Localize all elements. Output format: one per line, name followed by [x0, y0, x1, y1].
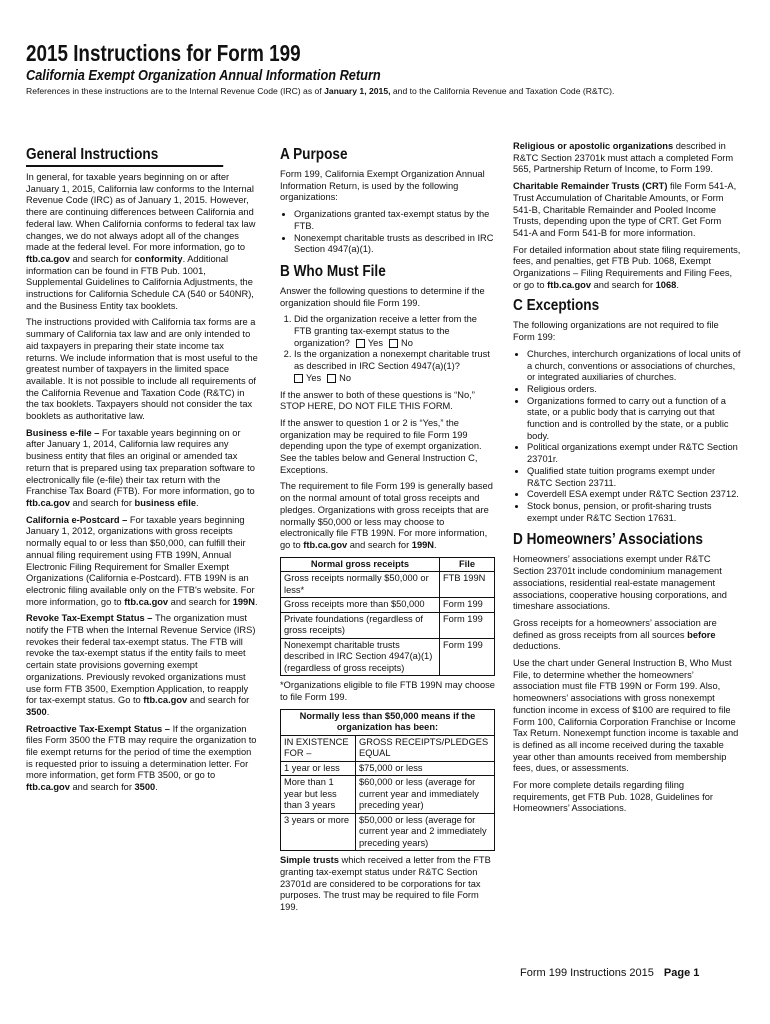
homeowners-paragraph-2: Gross receipts for a homeowners’ association are defined as gross receipts from all sources before deductions. [513, 617, 717, 652]
general-instructions-heading: General Instructions [26, 145, 223, 167]
table-cell: Private foundations (regardless of gross receipts) [281, 612, 440, 638]
gross-receipts-table [280, 557, 495, 677]
table-row [281, 572, 495, 598]
table-cell: More than 1 year but less than 3 years [281, 776, 356, 814]
table-header: Normal gross receipts [281, 557, 440, 572]
exceptions-list [513, 349, 741, 525]
page-footer [520, 967, 699, 979]
purpose-heading: A Purpose [280, 146, 348, 163]
question-1-yes-checkbox[interactable] [356, 339, 365, 348]
list-item: • Organizations granted tax-exempt status by the FTB. [294, 209, 495, 232]
question-1-no-checkbox[interactable] [389, 339, 398, 348]
table-cell: 3 years or more [281, 813, 356, 851]
question-1: 1. Did the organization receive a letter from the FTB granting tax-exempt status to the organization? Yes No [294, 314, 495, 349]
table-cell: 1 year or less [281, 761, 356, 776]
list-item: • Political organizations exempt under R&TC Section 23701r. [527, 442, 741, 465]
table-header: File [440, 557, 495, 572]
column-exceptions-homeowners [513, 141, 741, 820]
requirement-paragraph: The requirement to file Form 199 is generally based on the normal amount of total gross receipts and pledges. Organizations with gross receipts that are normally $50,000 or less may choose to electronically file FTB 199N. For more information, go to ftb.ca.gov and search for 199N. [280, 481, 493, 550]
detailed-info-paragraph: For detailed information about state filing requirements, fees, and penalties, get FTB Pub. 1068, Exempt Organizations – Filing Requirements and Filing Fees, or go to ftb.ca.gov and search for 1068. [513, 244, 741, 290]
list-item: • Qualified state tuition programs exempt under R&TC Section 23711. [527, 466, 741, 489]
list-item: • Organizations formed to carry out a function of a state, or a public body that is carrying out that function and is controlled by the state, or a public body. [527, 396, 741, 443]
question-2-no-checkbox[interactable] [327, 374, 336, 383]
table-cell: $60,000 or less (average for current year and immediately preceding year) [356, 776, 495, 814]
table-title: Normally less than $50,000 means if the organization has been: [281, 709, 495, 735]
homeowners-heading: D Homeowners’ Associations [513, 531, 703, 549]
list-item: • Nonexempt charitable trusts as described in IRC Section 4947(a)(1). [294, 233, 495, 256]
list-item: • Coverdell ESA exempt under R&TC Section 23712. [527, 489, 741, 501]
business-efile-paragraph: Business e-file – For taxable years beginning on or after January 1, 2014, California law requires any business entity that files an original or amended tax return that is prepared using tax preparation software to electronically file (e-file) their tax return with the Franchise Tax Board (FTB). For more information, go to ftb.ca.gov and search for business efile. [26, 427, 255, 508]
homeowners-paragraph-1: Homeowners’ associations exempt under R&TC Section 23701t include condominium management associations, residential real-estate management associations, cooperative housing corporations, and timeshare associations. [513, 554, 727, 612]
table-cell: Form 199 [440, 598, 495, 613]
purpose-list [280, 209, 495, 256]
exceptions-heading: C Exceptions [513, 297, 600, 315]
revoke-status-paragraph: Revoke Tax-Exempt Status – The organization must notify the FTB when the Internal Revenue Service (IRS) revokes their federal tax-exempt status. The FTB will revoke the tax-exempt status if the entity fails to meet certain state provisions governing exempt organizations. Previously revoked organizations must use form FTB 3500, Exemption Application, to reapply for tax-exempt status. Go to ftb.ca.gov and search for 3500. [26, 613, 256, 717]
table-title-row [281, 709, 495, 735]
page-title: 2015 Instructions for Form 199 [26, 40, 301, 66]
table-cell: Gross receipts more than $50,000 [281, 598, 440, 613]
column-purpose-who-must-file [280, 145, 495, 919]
epostcard-paragraph: California e-Postcard – For taxable years beginning January 1, 2012, organizations with gross receipts normally equal to or less than $50,000, can fulfill their annual filing requirement using FTB 199N, Annual Electronic Filing Requirement for Smaller Exempt Organizations (California e-Postcard). FTB 199N is an electronic filing available only on the FTB's website. For more information, go to ftb.ca.gov and search for 199N. [26, 514, 258, 607]
eligibility-note: *Organizations eligible to file FTB 199N may choose to file Form 199. [280, 680, 495, 702]
table-header: GROSS RECEIPTS/PLEDGES EQUAL [356, 735, 495, 761]
question-2: 2. Is the organization a nonexempt charitable trust as described in IRC Section 4947(a)(1)? Yes No [294, 349, 495, 384]
list-item: • Churches, interchurch organizations of local units of a church, conventions or associations of churches, or integrated auxiliaries of churches. [527, 349, 741, 384]
table-header-row [281, 557, 495, 572]
page-subtitle: California Exempt Organization Annual Information Return [26, 68, 381, 84]
religious-orgs-paragraph: Religious or apostolic organizations described in R&TC Section 23701k must attach a completed Form 565, Partnership Return of Income, to Form 199. [513, 141, 734, 175]
table-row [281, 776, 495, 814]
existence-table [280, 709, 495, 852]
table-header: IN EXISTENCE FOR – [281, 735, 356, 761]
table-cell: $75,000 or less [356, 761, 495, 776]
references-note: References in these instructions are to the Internal Revenue Code (IRC) as of January 1, 2015, and to the California Revenue and Taxation Code (R&TC). [26, 86, 615, 96]
table-cell: $50,000 or less (average for current year and 2 immediately preceding years) [356, 813, 495, 851]
exceptions-intro: The following organizations are not required to file Form 199: [513, 320, 719, 343]
footer-text: Form 199 Instructions 2015 [520, 967, 654, 979]
homeowners-paragraph-3: Use the chart under General Instruction B, Who Must File, to determine whether the homeowners’ association must file FTB 199N or Form 199. Also, homeowners’ associations with gross nonexempt function income in excess of $100 are required to file Form 100, California Corporation Franchise or Income Tax Return. Nonexempt function income is taxable and is defined as all income received during the taxable year other than amounts received from membership fees, dues, or assessments. [513, 658, 739, 774]
column-general-instructions [26, 145, 258, 799]
table-cell: Gross receipts normally $50,000 or less* [281, 572, 440, 598]
general-paragraph-summary: The instructions provided with California tax forms are a summary of California tax law and are only intended to aid taxpayers in preparing their state income tax returns. We include information that is most useful to the greatest number of taxpayers in the limited space available. It is not possible to include all requirements of the California Revenue and Taxation Code (R&TC) in the tax booklets. Taxpayers should not consider the tax booklets as authoritative law. [26, 317, 258, 422]
who-intro-paragraph: Answer the following questions to determine if the organization should file Form 199. [280, 285, 485, 308]
table-cell: Nonexempt charitable trusts described in IRC Section 4947(a)(1) (regardless of gross receipts) [281, 638, 440, 676]
homeowners-paragraph-4: For more complete details regarding filing requirements, get FTB Pub. 1028, Guidelines for Homeowners’ Associations. [513, 780, 713, 814]
general-paragraph-conformity: In general, for taxable years beginning on or after January 1, 2015, California law conforms to the Internal Revenue Code (IRC) as of January 1, 2015. However, there are continuing differences between California and federal law. When California conforms to federal tax law changes, we do not always adopt all of the changes made at the federal level. For more information, go to ftb.ca.gov and search for conformity. Additional information can be found in FTB Pub. 1001, Supplemental Guidelines to California Adjustments, the instructions for California Schedule CA (540 or 540NR), and the Business Entity tax booklets. [26, 172, 256, 311]
retroactive-status-paragraph: Retroactive Tax-Exempt Status – If the organization files Form 3500 the FTB may require the organization to file exempt returns for the period of time the exemption is requested prior to issuing a determination letter. For more information, get form FTB 3500, or go to ftb.ca.gov and search for 3500. [26, 723, 257, 793]
who-questions [280, 314, 495, 384]
table-cell: Form 199 [440, 638, 495, 676]
table-row [281, 598, 495, 613]
purpose-paragraph: Form 199, California Exempt Organization Annual Information Return, is used by the following organizations: [280, 169, 485, 203]
table-row [281, 761, 495, 776]
crt-paragraph: Charitable Remainder Trusts (CRT) file Form 541-A, Trust Accumulation of Charitable Amounts, or Form 541-B, Charitable Remainder and Pooled Income Trusts, depending upon the type of CRT. Get Form 541-A and Form 541-B for more information. [513, 181, 737, 238]
may-be-required-paragraph: If the answer to question 1 or 2 is “Yes,” the organization may be required to file Form 199 depending upon the type of exempt organization. See the tables below and General Instruction C, Exceptions. [280, 417, 482, 475]
who-must-file-heading: B Who Must File [280, 262, 386, 280]
table-cell: Form 199 [440, 612, 495, 638]
stop-here-paragraph: If the answer to both of these questions is “No,” STOP HERE, DO NOT FILE THIS FORM. [280, 389, 475, 412]
table-cell: FTB 199N [440, 572, 495, 598]
page-number: Page 1 [663, 967, 700, 979]
simple-trusts-paragraph: Simple trusts which received a letter from the FTB granting tax-exempt status under R&TC Section 23701d are considered to be corporations for tax purposes. The trust may be required to file Form 199. [280, 855, 491, 912]
list-item: • Stock bonus, pension, or profit-sharing trusts exempt under R&TC Section 17631. [527, 501, 741, 524]
question-2-yes-checkbox[interactable] [294, 374, 303, 383]
table-row [281, 612, 495, 638]
list-item: • Religious orders. [527, 384, 741, 396]
page [26, 40, 746, 912]
table-header-row [281, 735, 495, 761]
table-row [281, 813, 495, 851]
table-row [281, 638, 495, 676]
